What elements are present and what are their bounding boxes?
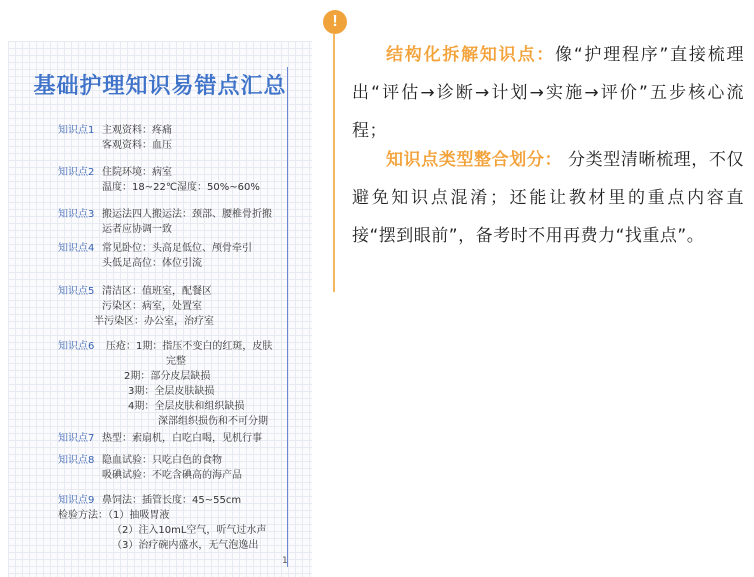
entry-label: 知识点7 bbox=[58, 433, 95, 444]
entry-label: 知识点5 bbox=[58, 286, 95, 297]
vertical-divider bbox=[333, 34, 335, 292]
entry-line: 检验方法：（1）抽吸胃液 bbox=[58, 510, 170, 521]
entry-line: 压疮：1期：指压不变白的红斑，皮肤 bbox=[106, 341, 273, 352]
entry-line: 2期：部分皮层缺损 bbox=[124, 371, 211, 382]
entry-label: 知识点3 bbox=[58, 209, 95, 220]
entry-line: 住院环境：病室 bbox=[102, 167, 172, 178]
entry-line: 客观资料：血压 bbox=[102, 140, 172, 151]
entry-line: （3）治疗碗内盛水，无气泡逸出 bbox=[112, 540, 259, 551]
paragraph-text: 像“护理程序”直接梳理出“评估→诊断→计划→实施→评价”五步核心流程； bbox=[352, 45, 744, 141]
entry-line: 隐血试验：只吃白色的食物 bbox=[102, 455, 222, 466]
entry-line: 深部组织损伤和不可分期 bbox=[158, 416, 268, 427]
notes-image-card bbox=[8, 41, 312, 577]
entry-line: 温度：18~22℃湿度：50%~60% bbox=[102, 182, 260, 193]
entry-line: 3期：全层皮肤缺损 bbox=[128, 386, 215, 397]
entry-line: 完整 bbox=[166, 356, 186, 367]
margin-rule bbox=[287, 67, 288, 567]
paragraph-categorized bbox=[352, 141, 744, 255]
paragraph-label: 结构化拆解知识点： bbox=[386, 45, 556, 65]
entry-label: 知识点1 bbox=[58, 125, 95, 136]
paragraph-label: 知识点类型整合划分： bbox=[386, 150, 563, 170]
entry-label: 知识点6 bbox=[58, 341, 95, 352]
entry-line: 污染区：病室，处置室 bbox=[102, 301, 202, 312]
exclamation-icon: ! bbox=[323, 10, 347, 34]
paragraph-structured bbox=[352, 36, 744, 150]
entry-label: 知识点4 bbox=[58, 243, 95, 254]
entry-line: （2）注入10mL空气，听气过水声 bbox=[112, 525, 267, 536]
paragraph-text: 分类型清晰梳理，不仅避免知识点混淆；还能让教材里的重点内容直接“摆到眼前”，备考时不用再费力“找重点”。 bbox=[352, 150, 744, 246]
entry-line: 运者应协调一致 bbox=[102, 224, 172, 235]
entry-line: 搬运法四人搬运法：颈部、腰椎骨折搬 bbox=[102, 209, 272, 220]
entry-line: 半污染区：办公室，治疗室 bbox=[94, 316, 214, 327]
entry-label: 知识点9 bbox=[58, 495, 95, 506]
entry-line: 头低足高位：体位引流 bbox=[102, 258, 202, 269]
entry-line: 4期：全层皮肤和组织缺损 bbox=[128, 401, 245, 412]
entry-label: 知识点2 bbox=[58, 167, 95, 178]
entry-line: 主观资料：疼痛 bbox=[102, 125, 172, 136]
entry-line: 吸碘试验：不吃含碘高的海产品 bbox=[102, 470, 242, 481]
entry-line: 热型：索扇机，白吃白喝，见机行事 bbox=[102, 433, 262, 444]
entry-line: 清洁区：值班室，配餐区 bbox=[102, 286, 212, 297]
entry-line: 常见卧位：头高足低位、颅骨牵引 bbox=[102, 243, 252, 254]
card-title: 基础护理知识易错点汇总 bbox=[33, 74, 287, 99]
page-number: 1 bbox=[282, 556, 288, 566]
entry-line: 鼻饲法：插管长度：45~55cm bbox=[102, 495, 242, 506]
entry-label: 知识点8 bbox=[58, 455, 95, 466]
